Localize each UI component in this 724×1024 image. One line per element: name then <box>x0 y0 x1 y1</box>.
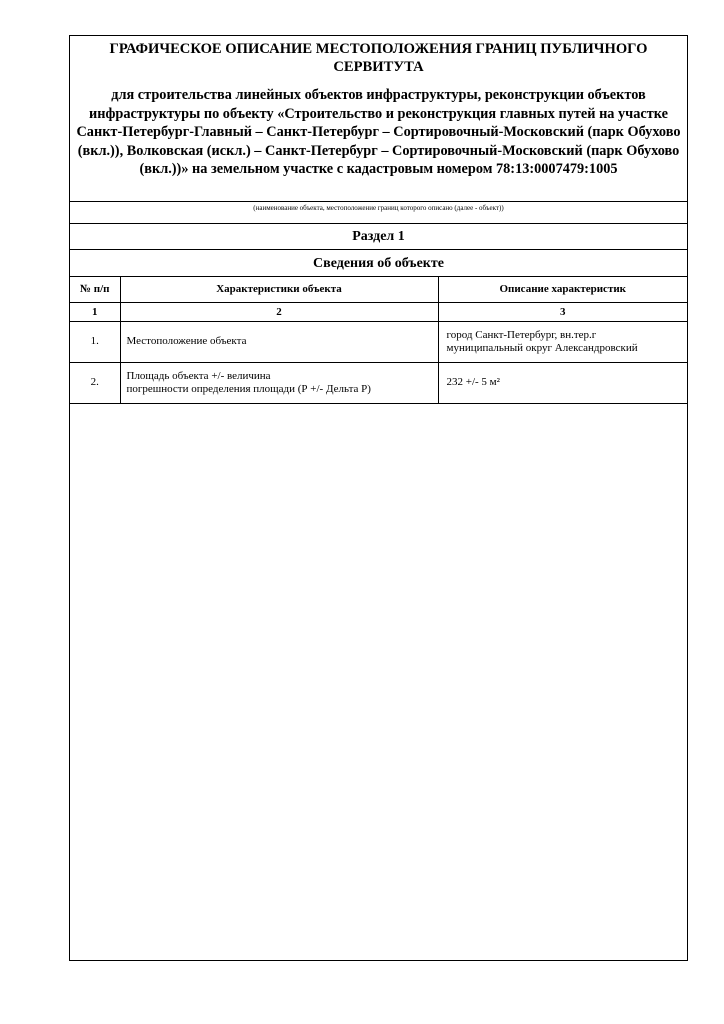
table-row <box>70 362 687 403</box>
column-header-number: № п/п <box>70 277 120 302</box>
document-title: ГРАФИЧЕСКОЕ ОПИСАНИЕ МЕСТОПОЛОЖЕНИЯ ГРАНИЦ ПУБЛИЧНОГО СЕРВИТУТА <box>109 41 648 75</box>
column-number-3: 3 <box>438 302 687 321</box>
column-header-characteristics: Характеристики объекта <box>120 277 438 302</box>
description-text-line1: город Санкт-Петербург, вн.тер.г <box>446 328 597 341</box>
row-number: 2. <box>70 362 120 403</box>
object-description: для строительства линейных объектов инфраструктуры, реконструкции объектов инфраструктуры по объекту «Строительство и реконструкция главных путей на участке Санкт-Петербург-Главный – Санкт-Петербург – Сортировочный-Московский (парк Обухово (вкл.)), Волковская (искл.) – Санкт-Петербург – Сортировочный-Московский (парк Обухово (вкл.))» на земельном участке с кадастровым номером 78:13:0007479:1005 <box>76 87 681 177</box>
column-numbers-row <box>70 302 687 321</box>
characteristic-text-line1: Площадь объекта +/- величина <box>126 369 271 382</box>
row-number: 1. <box>70 321 120 362</box>
column-number-2: 2 <box>120 302 438 321</box>
table-row <box>70 321 687 362</box>
table-header-row <box>70 277 687 302</box>
row-characteristic <box>120 321 438 362</box>
characteristic-text: Местоположение объекта <box>126 335 247 347</box>
row-description <box>438 321 687 362</box>
document-frame <box>69 35 688 961</box>
document-header <box>70 36 687 202</box>
object-caption: (наименование объекта, местоположение границ которого описано (далее - объект)) <box>253 204 504 212</box>
caption-row <box>70 202 687 224</box>
column-header-description: Описание характеристик <box>438 277 687 302</box>
section-subtitle: Сведения об объекте <box>70 250 687 277</box>
column-number-1: 1 <box>70 302 120 321</box>
row-description <box>438 362 687 403</box>
characteristic-text-line2: погрешности определения площади (Р +/- Дельта Р) <box>126 382 371 395</box>
description-text-line2: муниципальный округ Александровский <box>446 341 638 354</box>
object-info-table <box>70 277 687 404</box>
description-text: 232 +/- 5 м² <box>446 376 500 388</box>
section-title: Раздел 1 <box>70 224 687 250</box>
row-characteristic <box>120 362 438 403</box>
